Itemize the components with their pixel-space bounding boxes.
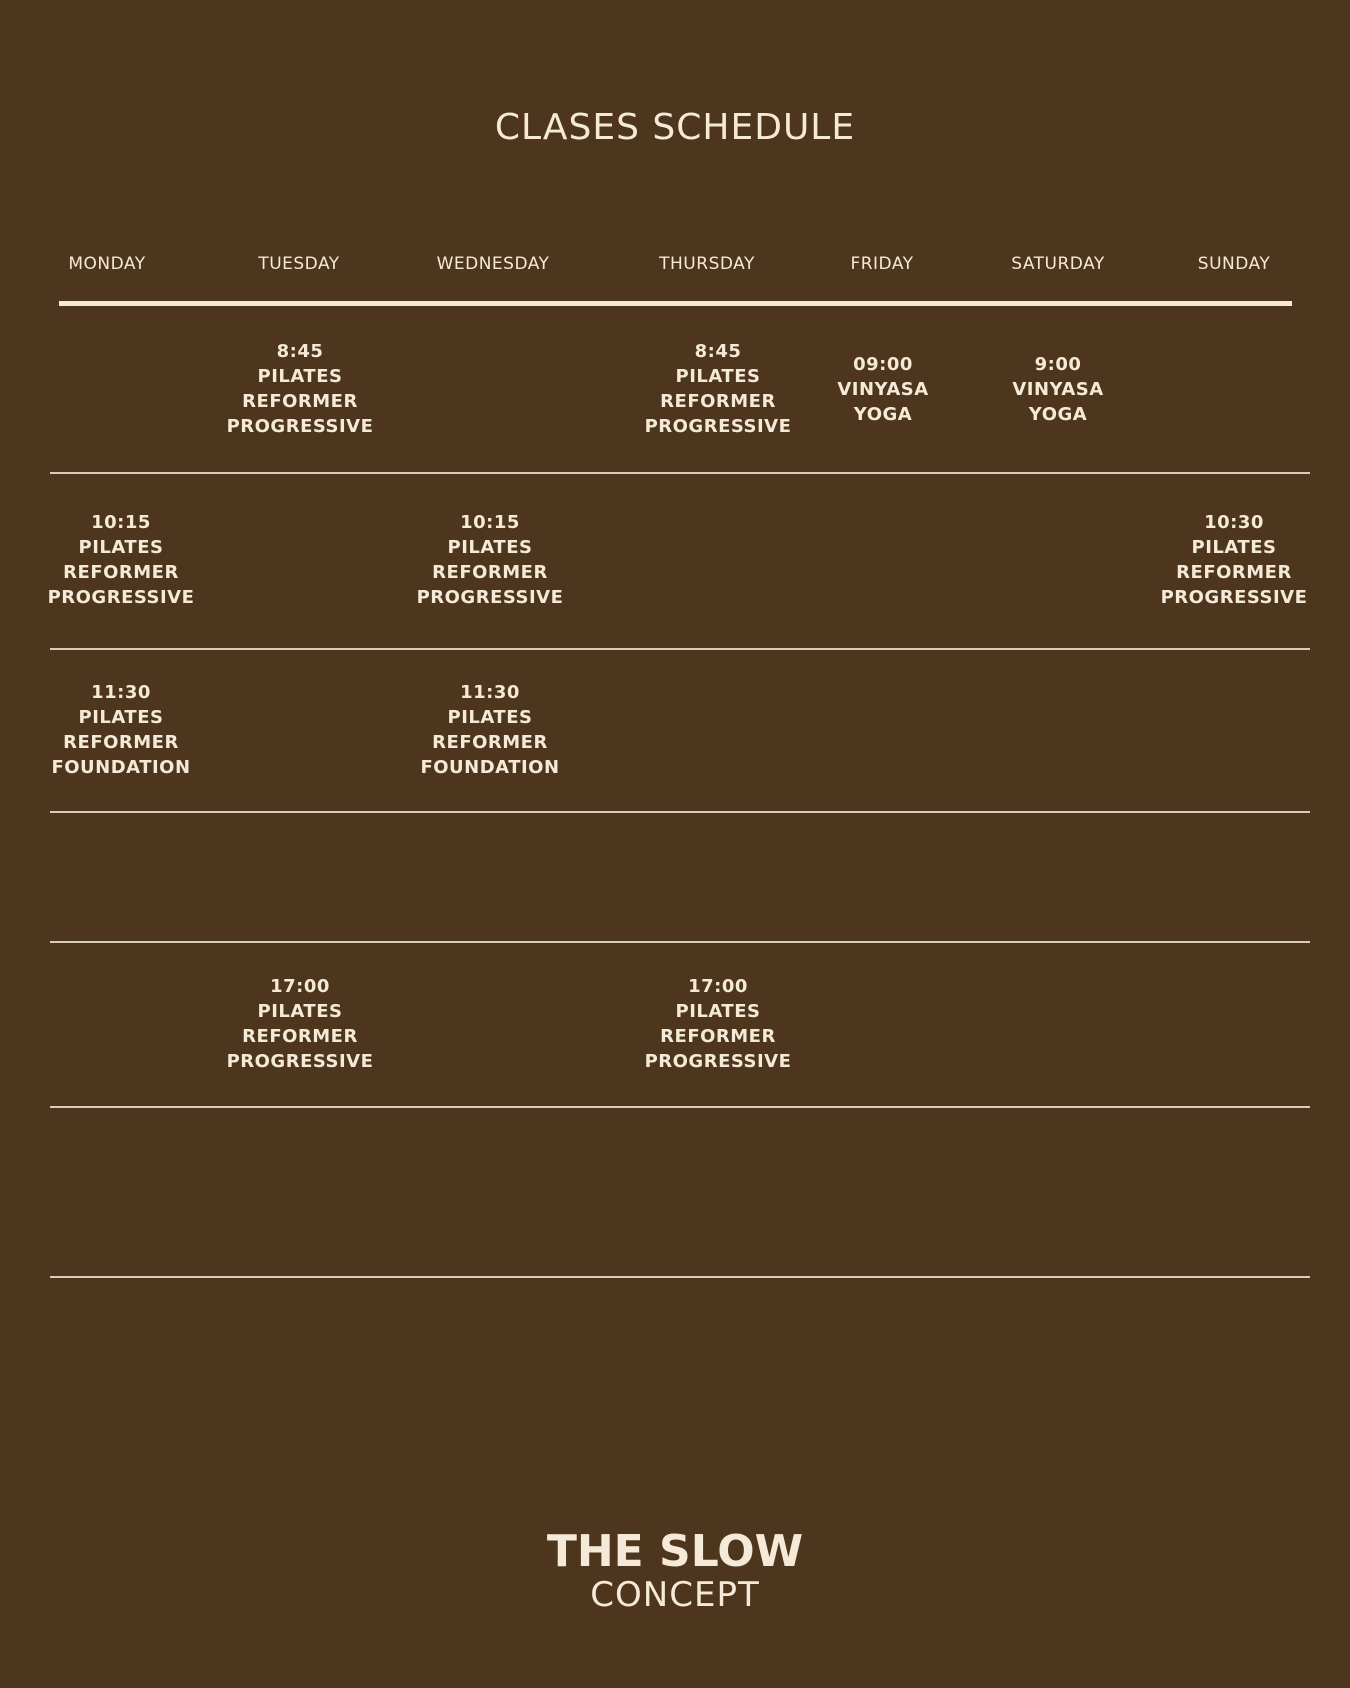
class-time: 10:30 — [1204, 512, 1264, 533]
class-name-line: REFORMER — [242, 1026, 358, 1047]
row-divider — [50, 648, 1310, 650]
class-name-line: PILATES — [447, 537, 533, 558]
day-header-friday: FRIDAY — [850, 254, 914, 274]
class-name-line: REFORMER — [432, 562, 548, 583]
class-slot[interactable] — [380, 680, 600, 780]
class-name-line: PILATES — [78, 537, 164, 558]
day-header-sunday: SUNDAY — [1197, 254, 1271, 274]
page-title: CLASES SCHEDULE — [494, 107, 856, 148]
class-name-line: PROGRESSIVE — [416, 587, 564, 608]
class-name-line: PILATES — [1191, 537, 1277, 558]
day-header-tuesday: TUESDAY — [258, 254, 340, 274]
class-name-line: PILATES — [257, 366, 343, 387]
class-name-line: REFORMER — [1176, 562, 1292, 583]
class-slot[interactable] — [948, 352, 1168, 427]
class-time: 10:15 — [460, 512, 520, 533]
class-name-line: FOUNDATION — [51, 757, 191, 778]
day-header-monday: MONDAY — [68, 254, 146, 274]
class-name-line: REFORMER — [242, 391, 358, 412]
class-slot[interactable] — [11, 510, 231, 610]
class-time: 17:00 — [270, 976, 330, 997]
day-header-saturday: SATURDAY — [1011, 254, 1105, 274]
row-divider — [50, 941, 1310, 943]
class-name-line: PROGRESSIVE — [226, 416, 374, 437]
class-slot[interactable] — [11, 680, 231, 780]
class-slot[interactable] — [190, 339, 410, 439]
class-name-line: PROGRESSIVE — [226, 1051, 374, 1072]
class-name-line: PROGRESSIVE — [47, 587, 195, 608]
class-name-line: VINYASA — [1012, 379, 1104, 400]
class-time: 10:15 — [91, 512, 151, 533]
class-time: 09:00 — [853, 354, 913, 375]
class-slot[interactable] — [380, 510, 600, 610]
row-divider — [50, 1106, 1310, 1108]
row-divider — [50, 811, 1310, 813]
class-slot[interactable] — [190, 974, 410, 1074]
class-name-line: REFORMER — [63, 732, 179, 753]
class-name-line: PILATES — [78, 707, 164, 728]
class-name-line: REFORMER — [660, 391, 776, 412]
class-name-line: REFORMER — [432, 732, 548, 753]
class-time: 8:45 — [694, 341, 742, 362]
class-time: 8:45 — [276, 341, 324, 362]
class-name-line: PILATES — [675, 1001, 761, 1022]
header-divider — [59, 301, 1292, 306]
brand-logo-main: THE SLOW — [546, 1526, 804, 1577]
row-divider — [50, 1276, 1310, 1278]
class-name-line: VINYASA — [837, 379, 929, 400]
class-time: 9:00 — [1034, 354, 1082, 375]
class-slot[interactable] — [608, 974, 828, 1074]
class-slot[interactable] — [1124, 510, 1344, 610]
row-divider — [50, 472, 1310, 474]
class-name-line: PROGRESSIVE — [644, 1051, 792, 1072]
class-name-line: FOUNDATION — [420, 757, 560, 778]
class-time: 11:30 — [91, 682, 151, 703]
class-name-line: PROGRESSIVE — [644, 416, 792, 437]
class-name-line: PROGRESSIVE — [1160, 587, 1308, 608]
class-name-line: PILATES — [675, 366, 761, 387]
day-header-thursday: THURSDAY — [659, 254, 755, 274]
class-name-line: PILATES — [447, 707, 533, 728]
day-header-wednesday: WEDNESDAY — [436, 254, 550, 274]
class-name-line: REFORMER — [63, 562, 179, 583]
class-name-line: YOGA — [853, 404, 913, 425]
class-time: 11:30 — [460, 682, 520, 703]
class-name-line: YOGA — [1028, 404, 1088, 425]
class-name-line: PILATES — [257, 1001, 343, 1022]
class-time: 17:00 — [688, 976, 748, 997]
class-name-line: REFORMER — [660, 1026, 776, 1047]
brand-logo-sub: CONCEPT — [590, 1575, 760, 1615]
